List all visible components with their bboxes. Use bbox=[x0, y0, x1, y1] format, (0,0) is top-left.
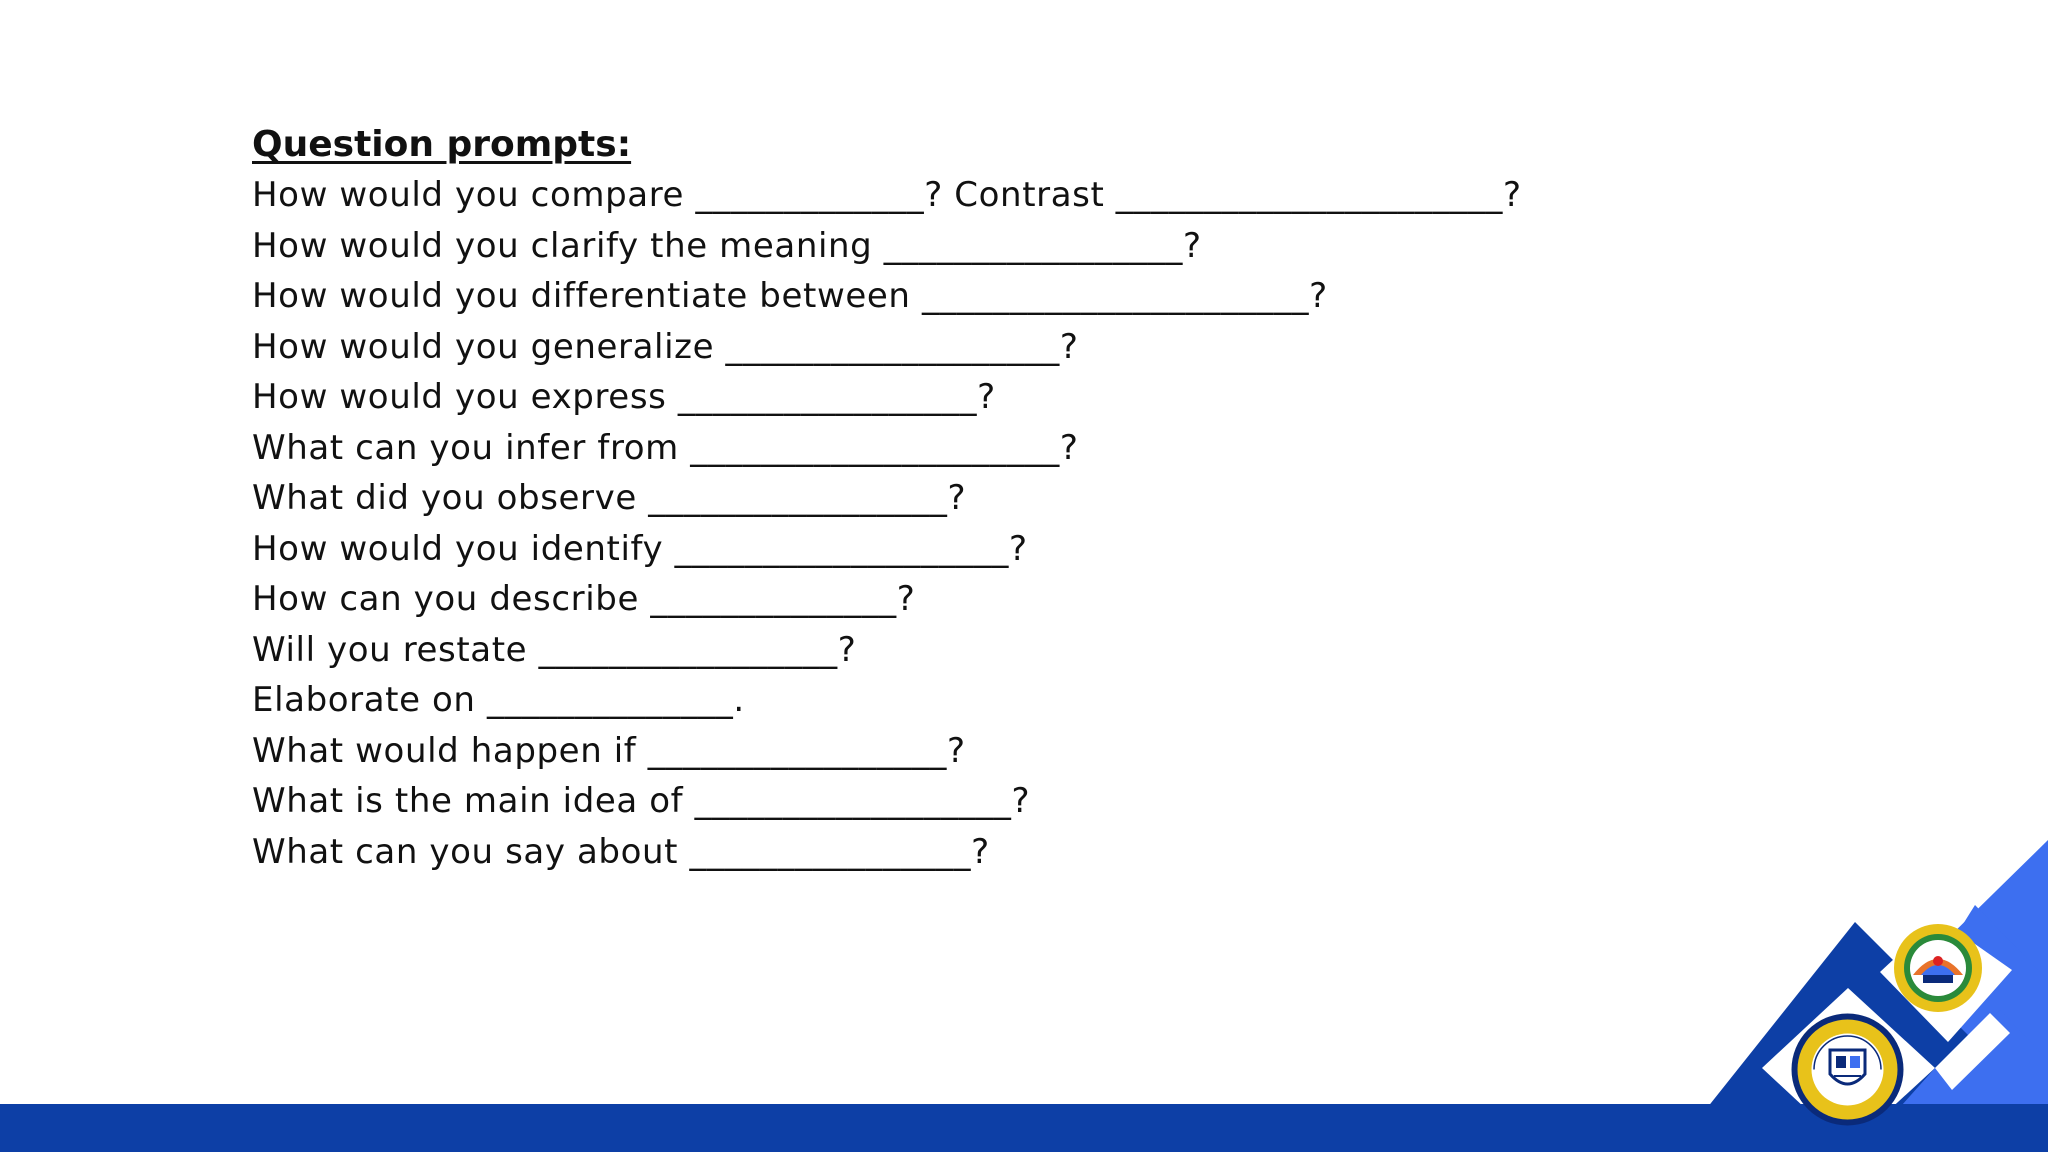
prompt-line: How would you compare _____________? Contrast ______________________? bbox=[252, 175, 1522, 215]
page-title: Question prompts: bbox=[252, 124, 632, 165]
prompt-line: What would happen if _________________? bbox=[252, 730, 966, 771]
prompt-line: What can you infer from _____________________? bbox=[252, 427, 1079, 468]
prompt-line: How would you differentiate between ______________________? bbox=[252, 276, 1328, 316]
prompt-line: What is the main idea of __________________? bbox=[252, 781, 1031, 821]
prompt-line: How would you identify ___________________? bbox=[252, 528, 1028, 569]
question-prompts-list bbox=[252, 120, 1522, 877]
school-seal-icon bbox=[1790, 1012, 1905, 1127]
prompt-line: What can you say about ________________? bbox=[252, 831, 990, 872]
prompt-line: Elaborate on ______________. bbox=[252, 680, 745, 720]
prompt-line: How would you generalize ___________________? bbox=[252, 326, 1079, 367]
prompt-line: How can you describe ______________? bbox=[252, 579, 916, 619]
prompt-line: How would you clarify the meaning _________________? bbox=[252, 225, 1202, 266]
prompt-line: What did you observe _________________? bbox=[252, 478, 967, 518]
division-seal-icon bbox=[1893, 923, 1983, 1013]
prompt-line: How would you express _________________? bbox=[252, 377, 996, 417]
prompt-line: Will you restate _________________? bbox=[252, 629, 857, 670]
bottom-band bbox=[0, 1104, 2048, 1152]
